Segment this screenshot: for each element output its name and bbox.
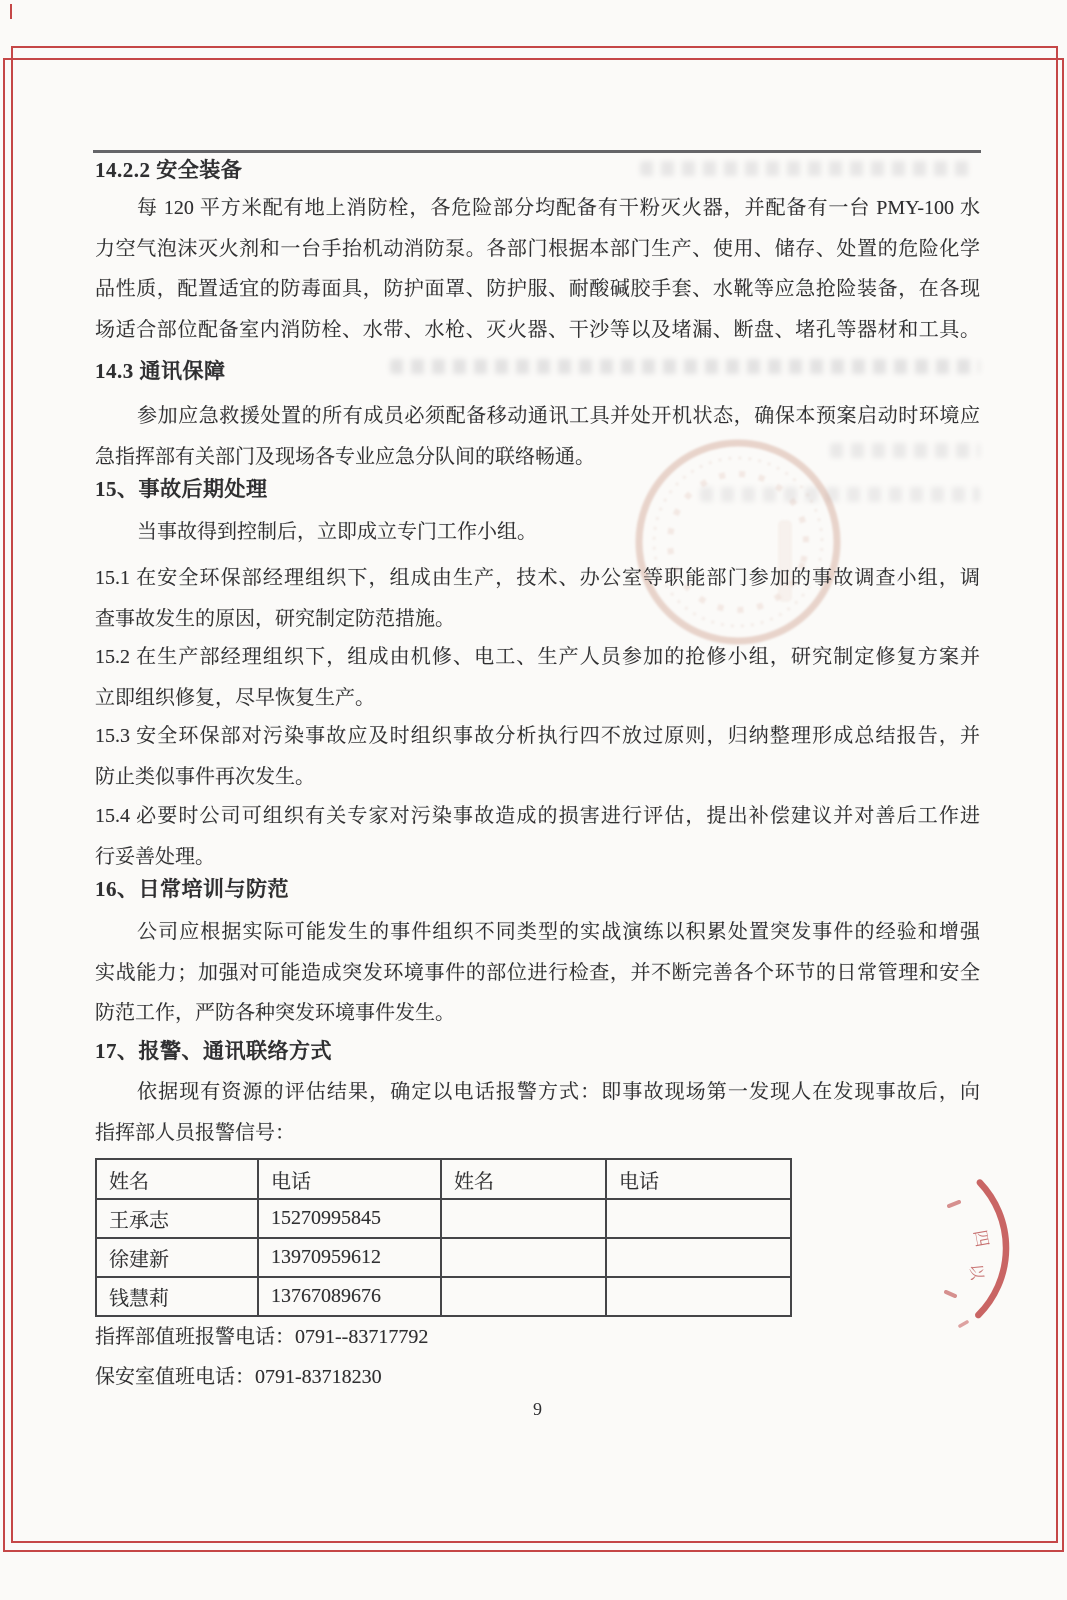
paragraph-line: 15.2 在生产部经理组织下，组成由机修、电工、生产人员参加的抢修小组，研究制定修复方案并 — [95, 646, 980, 668]
table-row — [96, 1199, 791, 1238]
paragraph-line: 依据现有资源的评估结果，确定以电话报警方式：即事故现场第一发现人在发现事故后，向 — [137, 1081, 980, 1103]
paragraph-line: 指挥部人员报警信号： — [95, 1121, 295, 1144]
paragraph-line: 防止类似事件再次发生。 — [95, 765, 315, 788]
table-cell-name: 钱慧莉 — [96, 1277, 258, 1316]
paragraph-line: 每 120 平方米配有地上消防栓，各危险部分均配备有干粉灭火器，并配备有一台 PMY-100 水 — [137, 197, 980, 219]
table-cell-name: 王承志 — [96, 1199, 258, 1238]
section-heading-17: 17、报警、通讯联络方式 — [95, 1039, 332, 1063]
table-header-cell: 姓名 — [96, 1159, 258, 1199]
paragraph-communication — [95, 396, 980, 477]
paragraph-15-1 — [95, 558, 980, 639]
duty-phone-text: 指挥部值班报警电话：0791--83717792 — [95, 1326, 429, 1348]
table-row — [96, 1277, 791, 1316]
paragraph-line: 品性质，配置适宜的防毒面具，防护面罩、防护服、耐酸碱胶手套、水靴等应急抢险装备，在各现 — [95, 278, 980, 300]
table-header-cell: 姓名 — [441, 1159, 606, 1199]
paragraph-alarm-method — [95, 1072, 980, 1153]
scan-line-artifact — [93, 150, 981, 153]
paragraph-line: 15.1 在安全环保部经理组织下，组成由生产，技术、办公室等职能部门参加的事故调查小组，调 — [95, 567, 980, 589]
paragraph-line: 行妥善处理。 — [95, 845, 215, 868]
table-cell-phone — [606, 1199, 791, 1238]
seal-character: 四 — [970, 1228, 992, 1249]
paragraph-safety-equipment — [95, 188, 980, 350]
paragraph-line: 公司应根据实际可能发生的事件组织不同类型的实战演练以积累处置突发事件的经验和增强 — [137, 921, 980, 943]
paragraph-15-4 — [95, 796, 980, 877]
paragraph-line: 立即组织修复，尽早恢复生产。 — [95, 686, 375, 709]
table-cell-phone — [606, 1277, 791, 1316]
section-heading-14-2-2: 14.2.2 安全装备 — [95, 158, 243, 182]
table-header-cell: 电话 — [606, 1159, 791, 1199]
table-cell-name — [441, 1238, 606, 1277]
table-cell-name — [441, 1199, 606, 1238]
paragraph-15-3 — [95, 716, 980, 797]
paragraph-line: 力空气泡沫灭火剂和一台手抬机动消防泵。各部门根据本部门生产、使用、储存、处置的危险化学 — [95, 237, 980, 260]
red-frame-artifact — [10, 4, 12, 19]
paragraph-line: 参加应急救援处置的所有成员必须配备移动通讯工具并处开机状态，确保本预案启动时环境应 — [137, 405, 980, 427]
paragraph-15-2 — [95, 637, 980, 718]
table-header-cell: 电话 — [258, 1159, 441, 1199]
paragraph-line: 当事故得到控制后，立即成立专门工作小组。 — [137, 521, 537, 543]
paragraph-line: 15.3 安全环保部对污染事故应及时组织事故分析执行四不放过原则，归纳整理形成总结报告，并 — [95, 725, 980, 747]
page-number: 9 — [533, 1399, 542, 1419]
table-cell-phone — [606, 1238, 791, 1277]
paragraph-line: 15.4 必要时公司可组织有关专家对污染事故造成的损害进行评估，提出补偿建议并对善后工作进 — [95, 805, 980, 827]
paragraph-line: 场适合部位配备室内消防栓、水带、水枪、灭火器、干沙等以及堵漏、断盘、堵孔等器材和工具。 — [95, 318, 980, 341]
paragraph-training — [95, 912, 980, 1034]
table-cell-name: 徐建新 — [96, 1238, 258, 1277]
table-header-row — [96, 1159, 791, 1199]
paragraph-line: 查事故发生的原因，研究制定防范措施。 — [95, 607, 455, 630]
table-cell-phone: 13970959612 — [258, 1238, 441, 1277]
section-heading-15: 15、事故后期处理 — [95, 477, 268, 501]
paragraph-15-intro — [95, 512, 980, 553]
table-cell-phone: 13767089676 — [258, 1277, 441, 1316]
security-phone-text: 保安室值班电话：0791-83718230 — [95, 1366, 382, 1388]
contact-table — [95, 1158, 792, 1317]
section-heading-14-3: 14.3 通讯保障 — [95, 359, 226, 383]
table-cell-phone: 15270995845 — [258, 1199, 441, 1238]
paragraph-line: 实战能力；加强对可能造成突发环境事件的部位进行检查，并不断完善各个环节的日常管理和安全 — [95, 961, 980, 984]
seal-character: 以 — [966, 1263, 986, 1282]
table-cell-name — [441, 1277, 606, 1316]
paragraph-line: 急指挥部有关部门及现场各专业应急分队间的联络畅通。 — [95, 445, 595, 468]
section-heading-16: 16、日常培训与防范 — [95, 877, 289, 901]
table-row — [96, 1238, 791, 1277]
paragraph-line: 防范工作，严防各种突发环境事件发生。 — [95, 1002, 455, 1024]
